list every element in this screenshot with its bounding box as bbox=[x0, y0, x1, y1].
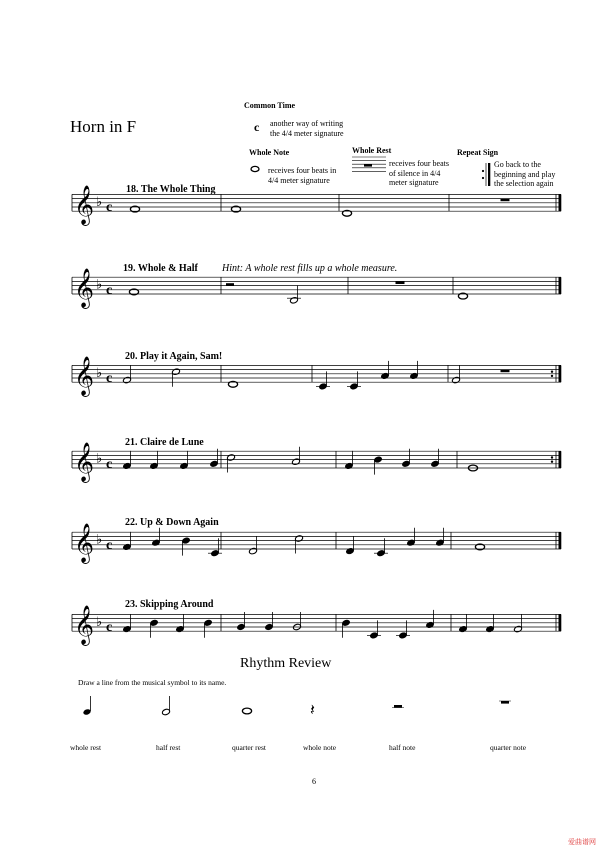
repeat-dot bbox=[551, 456, 553, 458]
common-time-icon: c bbox=[106, 282, 113, 298]
page-number: 6 bbox=[312, 777, 316, 786]
rhythm-name-label: whole note bbox=[303, 743, 337, 752]
common-time-icon: c bbox=[106, 200, 113, 215]
half-rest-icon bbox=[394, 705, 402, 708]
whole-rest bbox=[501, 199, 510, 202]
key-signature-flat-icon: ♭ bbox=[96, 451, 103, 467]
rhythm-name-label: quarter note bbox=[490, 743, 527, 752]
quarter-rest-icon: 𝄽 bbox=[310, 700, 315, 719]
common-time-icon: c bbox=[106, 371, 113, 386]
exercise-title: 18. The Whole Thing bbox=[126, 184, 216, 195]
final-barline-thick bbox=[559, 194, 562, 211]
whole-note-description: receives four beats in 4/4 meter signature bbox=[268, 166, 337, 185]
key-signature-flat-icon: ♭ bbox=[96, 614, 103, 630]
rhythm-name-label: half note bbox=[389, 743, 416, 752]
whole-rest-icon bbox=[364, 164, 372, 166]
treble-clef-icon: 𝄞 bbox=[74, 185, 95, 226]
half-rest bbox=[226, 283, 234, 285]
treble-clef-icon: 𝄞 bbox=[74, 523, 95, 563]
treble-clef-icon: 𝄞 bbox=[74, 268, 95, 308]
whole-rest-title: Whole Rest bbox=[352, 146, 392, 155]
common-time-icon: c bbox=[254, 120, 260, 134]
rhythm-name-label: quarter rest bbox=[232, 743, 266, 752]
repeat-dot bbox=[551, 375, 553, 377]
final-barline-thick bbox=[559, 277, 562, 294]
exercise-title: 19. Whole & Half bbox=[123, 263, 198, 274]
rhythm-review-title: Rhythm Review bbox=[240, 656, 332, 671]
common-time-title: Common Time bbox=[244, 101, 296, 110]
final-barline-thick bbox=[559, 532, 562, 549]
exercise-title: 22. Up & Down Again bbox=[125, 517, 219, 528]
rhythm-name-label: whole rest bbox=[70, 743, 102, 752]
whole-rest-icon bbox=[501, 701, 509, 704]
rhythm-name-label: half rest bbox=[156, 743, 181, 752]
key-signature-flat-icon: ♭ bbox=[96, 365, 103, 381]
repeat-barline-thick bbox=[559, 365, 562, 382]
repeat-sign-dot bbox=[482, 177, 484, 179]
repeat-barline-thick bbox=[559, 451, 562, 468]
repeat-dot bbox=[551, 461, 553, 463]
whole-rest-description: receives four beats of silence in 4/4 meter signature bbox=[389, 159, 449, 187]
common-time-icon: c bbox=[106, 456, 113, 472]
common-time-icon: c bbox=[106, 620, 113, 635]
rhythm-review-instruction: Draw a line from the musical symbol to its name. bbox=[78, 678, 227, 687]
whole-rest bbox=[396, 281, 405, 284]
whole-note-icon bbox=[251, 166, 259, 171]
repeat-dot bbox=[551, 371, 553, 373]
watermark: 爱曲谱网 bbox=[568, 838, 596, 846]
common-time-description: another way of writing the 4/4 meter signature bbox=[270, 119, 344, 138]
key-signature-flat-icon: ♭ bbox=[96, 277, 103, 293]
exercise-hint: Hint: A whole rest fills up a whole measure. bbox=[222, 263, 398, 274]
whole-note-title: Whole Note bbox=[249, 148, 290, 157]
treble-clef-icon: 𝄞 bbox=[74, 442, 95, 482]
final-barline-thick bbox=[559, 614, 562, 631]
key-signature-flat-icon: ♭ bbox=[96, 194, 103, 210]
key-signature-flat-icon: ♭ bbox=[96, 532, 103, 548]
whole-note-icon bbox=[242, 708, 251, 714]
treble-clef-icon: 𝄞 bbox=[74, 356, 95, 397]
common-time-icon: c bbox=[106, 537, 113, 553]
whole-rest bbox=[501, 370, 510, 373]
exercise-title: 21. Claire de Lune bbox=[125, 437, 204, 448]
repeat-sign-dot bbox=[482, 170, 484, 172]
treble-clef-icon: 𝄞 bbox=[74, 605, 95, 646]
exercise-title: 23. Skipping Around bbox=[125, 599, 214, 610]
exercise-title: 20. Play it Again, Sam! bbox=[125, 351, 223, 362]
instrument-title: Horn in F bbox=[70, 117, 137, 136]
repeat-sign-icon bbox=[488, 163, 490, 186]
repeat-sign-description: Go back to the beginning and play the selection again bbox=[494, 160, 556, 188]
repeat-sign-title: Repeat Sign bbox=[457, 148, 499, 157]
